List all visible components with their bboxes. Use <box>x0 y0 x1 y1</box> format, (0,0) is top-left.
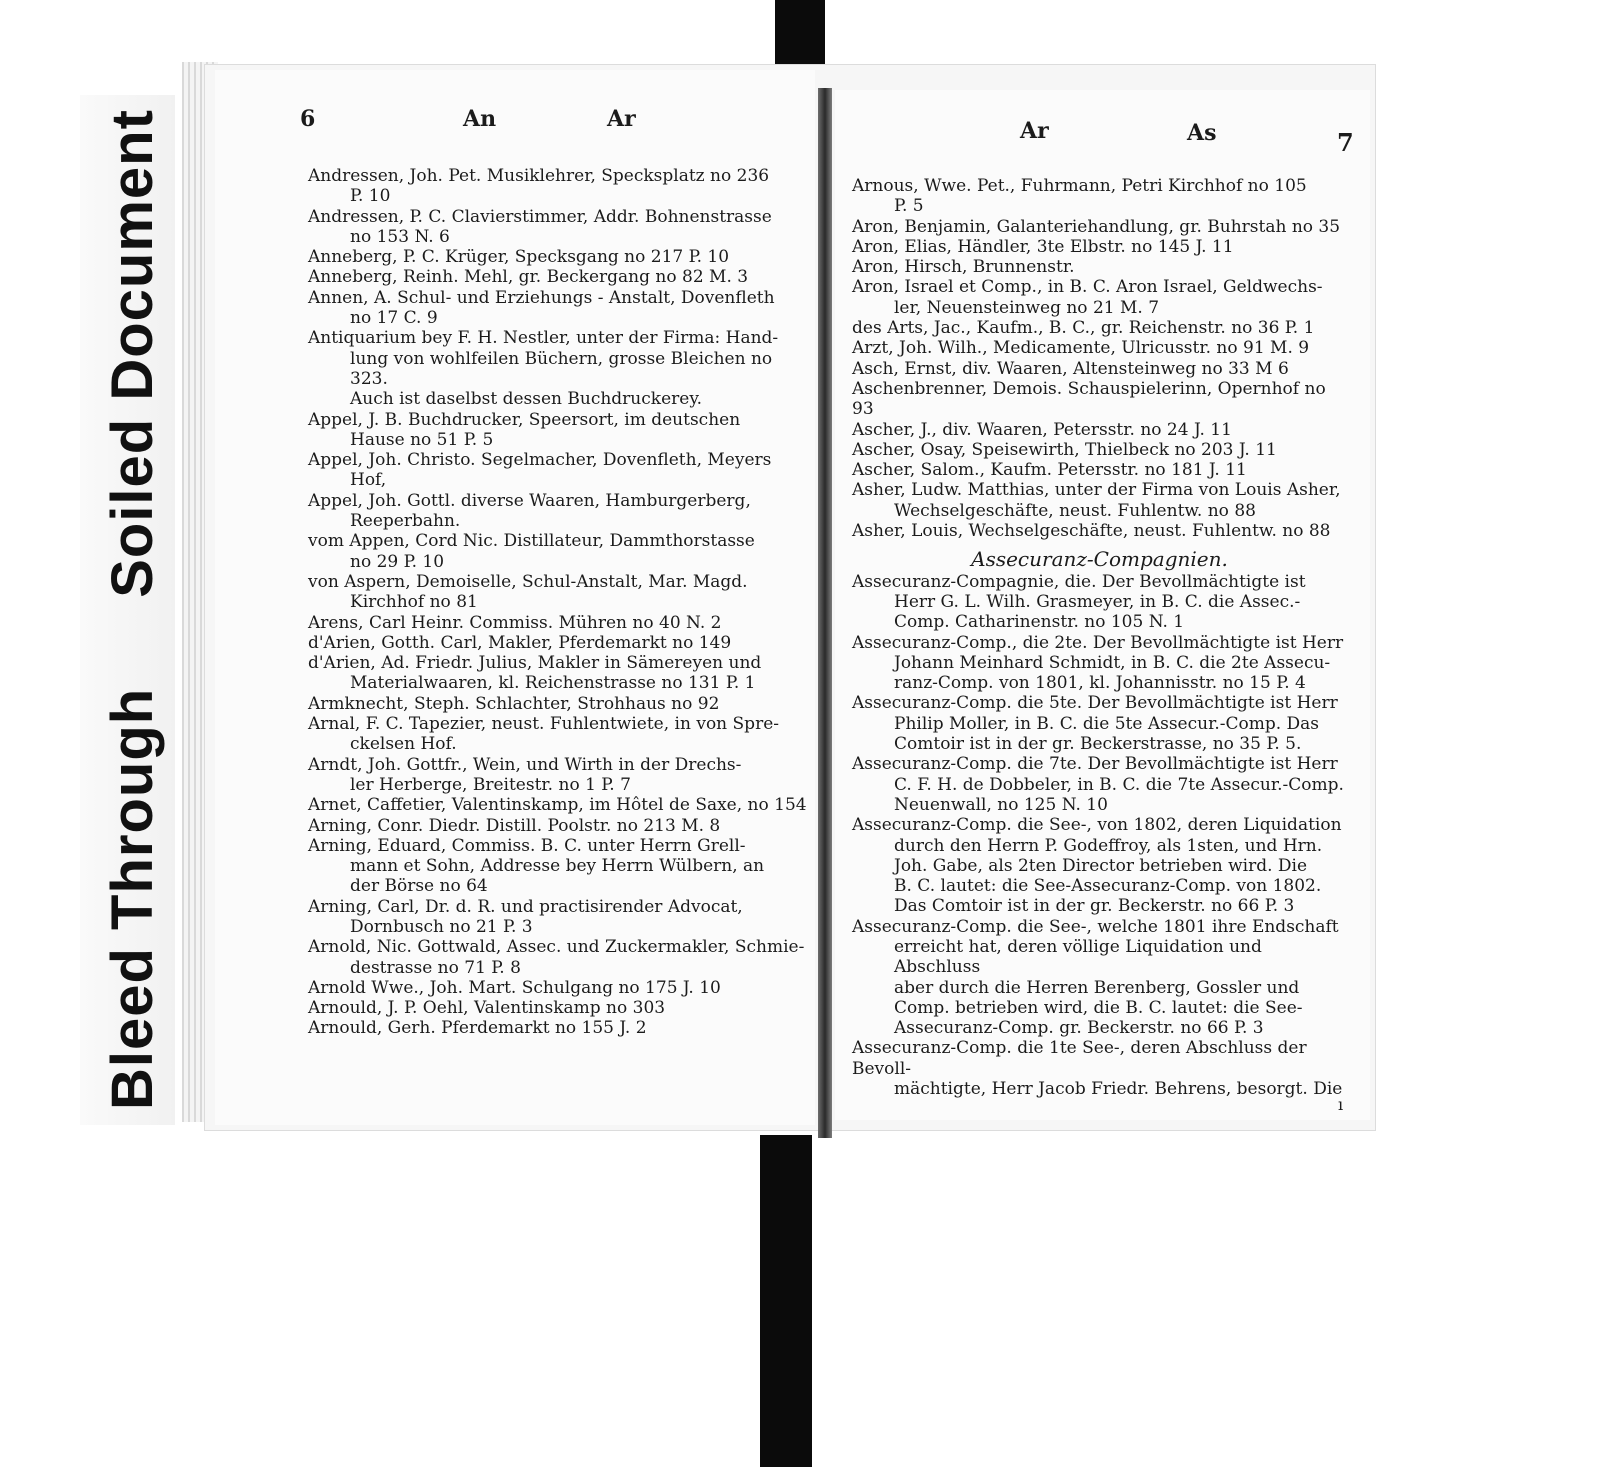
entry-line: Annen, A. Schul- und Erziehungs - Anstalt, Dovenfleth <box>308 287 775 308</box>
entry-continuation-line: destrasse no 71 P. 8 <box>350 957 521 978</box>
directory-entry <box>852 176 1347 217</box>
entry-line: Arnold, Nic. Gottwald, Assec. und Zuckermakler, Schmie- <box>308 937 805 958</box>
directory-entry <box>308 328 808 409</box>
entry-line: Aron, Israel et Comp., in B. C. Aron Israel, Geldwechs- <box>852 277 1323 298</box>
directory-entry <box>852 633 1347 694</box>
entry-continuation-line: aber durch die Herren Berenberg, Gossler und <box>894 977 1300 998</box>
entry-line: Aron, Benjamin, Galanteriehandlung, gr. Buhrstah no 35 <box>852 216 1341 237</box>
entry-continuation-line: Assecuranz-Comp. gr. Beckerstr. no 66 P. 3 <box>894 1018 1264 1039</box>
entry-line: Anneberg, P. C. Krüger, Specksgang no 217 P. 10 <box>308 247 730 268</box>
entry-continuation-line: Auch ist daselbst dessen Buchdruckerey. <box>350 389 703 410</box>
entry-line: Aron, Elias, Händler, 3te Elbstr. no 145 J. 11 <box>852 236 1234 257</box>
directory-entry <box>308 207 808 248</box>
entry-line: Antiquarium bey F. H. Nestler, unter der Firma: Hand- <box>308 328 779 349</box>
entry-line: Arens, Carl Heinr. Commiss. Mühren no 40 N. 2 <box>308 612 722 633</box>
directory-entry <box>852 217 1347 237</box>
directory-entry <box>852 277 1347 318</box>
left-page-number: 6 <box>300 106 316 132</box>
directory-entry <box>852 460 1347 480</box>
directory-entry <box>308 714 808 755</box>
right-header-left: Ar <box>1020 118 1049 144</box>
entry-line: Arnould, J. P. Oehl, Valentinskamp no 303 <box>308 998 666 1019</box>
entry-line: Andressen, Joh. Pet. Musiklehrer, Specksplatz no 236 <box>308 166 770 186</box>
directory-entry <box>852 257 1347 277</box>
entry-continuation-line: Materialwaaren, kl. Reichenstrasse no 131 P. 1 <box>350 673 756 694</box>
entry-continuation-line: Das Comtoir ist in der gr. Beckerstr. no 66 P. 3 <box>894 896 1295 917</box>
directory-entry <box>852 693 1347 754</box>
entry-continuation-line: Johann Meinhard Schmidt, in B. C. die 2te Assecu- <box>894 652 1331 673</box>
entry-line: Arnal, F. C. Tapezier, neust. Fuhlentwiete, in von Spre- <box>308 714 779 735</box>
page-mark: ı <box>1338 1095 1344 1114</box>
directory-entry <box>852 480 1347 521</box>
entry-continuation-line: durch den Herrn P. Godeffroy, als 1sten, und Hrn. <box>894 835 1323 856</box>
entry-continuation-line: P. 10 <box>350 186 391 207</box>
entry-line: Ascher, Osay, Speisewirth, Thielbeck no 203 J. 11 <box>852 439 1277 460</box>
entry-line: Andressen, P. C. Clavierstimmer, Addr. Bohnenstrasse <box>308 206 772 227</box>
entry-line: vom Appen, Cord Nic. Distillateur, Dammthorstasse <box>308 531 755 552</box>
directory-entry <box>308 978 808 998</box>
left-header-left: An <box>463 106 497 132</box>
entry-line: Appel, Joh. Gottl. diverse Waaren, Hamburgerberg, <box>308 490 751 511</box>
entry-line: Arnet, Caffetier, Valentinskamp, im Hôtel de Saxe, no 154 <box>308 795 807 816</box>
entry-line: Arzt, Joh. Wilh., Medicamente, Ulricusstr. no 91 M. 9 <box>852 338 1310 359</box>
directory-entry <box>852 359 1347 379</box>
side-label-soiled-document: Soiled Document <box>100 109 165 598</box>
entry-line: Assecuranz-Comp. die See-, von 1802, deren Liquidation <box>852 815 1342 836</box>
directory-entry <box>852 754 1347 815</box>
directory-entry <box>308 937 808 978</box>
directory-entry <box>308 836 808 897</box>
directory-entry <box>852 237 1347 257</box>
entry-line: Arning, Carl, Dr. d. R. und practisirender Advocat, <box>308 896 743 917</box>
directory-entry <box>308 816 808 836</box>
directory-entry <box>852 420 1347 440</box>
directory-entry <box>308 653 808 694</box>
entry-line: Arnould, Gerh. Pferdemarkt no 155 J. 2 <box>308 1018 647 1039</box>
entry-line: Appel, Joh. Christo. Segelmacher, Dovenfleth, Meyers <box>308 450 772 471</box>
entry-continuation-line: ckelsen Hof. <box>350 734 457 755</box>
entry-line: Assecuranz-Comp. die 5te. Der Bevollmächtigte ist Herr <box>852 693 1338 714</box>
entry-line: Arnous, Wwe. Pet., Fuhrmann, Petri Kirchhof no 105 <box>852 176 1307 196</box>
directory-entry <box>308 694 808 714</box>
film-strap-bottom <box>760 1135 812 1467</box>
right-header-right: As <box>1187 120 1217 146</box>
entry-continuation-line: no 153 N. 6 <box>350 226 450 247</box>
entry-line: des Arts, Jac., Kaufm., B. C., gr. Reichenstr. no 36 P. 1 <box>852 318 1315 339</box>
entry-line: Arning, Eduard, Commiss. B. C. unter Herrn Grell- <box>308 835 746 856</box>
entry-line: Assecuranz-Comp. die 1te See-, deren Abschluss der Bevoll- <box>852 1038 1307 1079</box>
entry-continuation-line: der Börse no 64 <box>350 876 488 897</box>
entry-continuation-line: mann et Sohn, Addresse bey Herrn Wülbern, an <box>350 856 765 877</box>
entry-continuation-line: lung von wohlfeilen Büchern, grosse Bleichen no 323. <box>350 348 773 389</box>
entry-line: Asch, Ernst, div. Waaren, Altensteinweg no 33 M 6 <box>852 358 1289 379</box>
directory-entry <box>852 440 1347 460</box>
directory-entry <box>308 755 808 796</box>
entry-continuation-line: Dornbusch no 21 P. 3 <box>350 916 533 937</box>
directory-entry <box>852 521 1347 541</box>
entry-continuation-line: no 17 C. 9 <box>350 308 438 329</box>
entry-continuation-line: Comtoir ist in der gr. Beckerstrasse, no 35 P. 5. <box>894 734 1302 755</box>
entry-line: Ascher, Salom., Kaufm. Petersstr. no 181 J. 11 <box>852 460 1247 481</box>
directory-entry <box>852 338 1347 358</box>
directory-entry <box>308 897 808 938</box>
directory-entry <box>308 572 808 613</box>
directory-entry <box>308 531 808 572</box>
entry-line: Anneberg, Reinh. Mehl, gr. Beckergang no 82 M. 3 <box>308 267 749 288</box>
entry-line: d'Arien, Ad. Friedr. Julius, Makler in Sämereyen und <box>308 653 762 674</box>
left-directory-entries <box>308 166 808 1039</box>
entry-line: Armknecht, Steph. Schlachter, Strohhaus no 92 <box>308 693 720 714</box>
entry-line: Assecuranz-Comp. die See-, welche 1801 ihre Endschaft <box>852 916 1339 937</box>
entry-continuation-line: ranz-Comp. von 1801, kl. Johannisstr. no 15 P. 4 <box>894 673 1306 694</box>
entry-continuation-line: P. 5 <box>894 196 924 217</box>
entry-continuation-line: C. F. H. de Dobbeler, in B. C. die 7te Assecur.-Comp. <box>894 774 1344 795</box>
directory-entry <box>852 572 1347 633</box>
entry-continuation-line: Reeperbahn. <box>350 511 461 532</box>
directory-entry <box>308 247 808 267</box>
book-gutter <box>818 88 832 1138</box>
entry-line: Appel, J. B. Buchdrucker, Speersort, im deutschen <box>308 409 741 430</box>
entry-continuation-line: no 29 P. 10 <box>350 551 445 572</box>
directory-entry <box>308 633 808 653</box>
entry-line: d'Arien, Gotth. Carl, Makler, Pferdemarkt no 149 <box>308 632 732 653</box>
right-directory-entries <box>852 176 1347 1099</box>
directory-entry <box>852 318 1347 338</box>
entry-continuation-line: Hof, <box>350 470 387 491</box>
directory-entry <box>852 379 1347 420</box>
entry-continuation-line: mächtigte, Herr Jacob Friedr. Behrens, besorgt. Die <box>894 1079 1343 1100</box>
entry-line: Assecuranz-Comp., die 2te. Der Bevollmächtigte ist Herr <box>852 632 1344 653</box>
directory-entry <box>852 1038 1347 1099</box>
directory-entry <box>852 815 1347 916</box>
entry-line: Aron, Hirsch, Brunnenstr. <box>852 257 1075 278</box>
right-page-number: 7 <box>1337 128 1354 157</box>
entry-line: Arnold Wwe., Joh. Mart. Schulgang no 175 J. 10 <box>308 977 721 998</box>
entry-line: Assecuranz-Comp. die 7te. Der Bevollmächtigte ist Herr <box>852 754 1338 775</box>
entry-line: Ascher, J., div. Waaren, Petersstr. no 24 J. 11 <box>852 419 1232 440</box>
entry-continuation-line: Comp. Catharinenstr. no 105 N. 1 <box>894 612 1185 633</box>
entry-line: Arndt, Joh. Gottfr., Wein, und Wirth in der Drechs- <box>308 754 742 775</box>
directory-entry <box>308 795 808 815</box>
directory-entry <box>308 410 808 451</box>
entry-continuation-line: Comp. betrieben wird, die B. C. lautet: die See- <box>894 997 1303 1018</box>
entry-continuation-line: Joh. Gabe, als 2ten Director betrieben wird. Die <box>894 855 1308 876</box>
entry-line: Asher, Ludw. Matthias, unter der Firma von Louis Asher, <box>852 480 1341 501</box>
directory-entry <box>308 613 808 633</box>
directory-entry <box>308 267 808 287</box>
entry-continuation-line: Herr G. L. Wilh. Grasmeyer, in B. C. die Assec.- <box>894 591 1301 612</box>
directory-entry <box>308 491 808 532</box>
entry-line: Asher, Louis, Wechselgeschäfte, neust. Fuhlentw. no 88 <box>852 521 1331 542</box>
section-title: Assecuranz-Compagnien. <box>971 547 1228 572</box>
side-label <box>98 100 168 1110</box>
entry-continuation-line: Hause no 51 P. 5 <box>350 429 494 450</box>
entry-continuation-line: erreicht hat, deren völlige Liquidation und Abschluss <box>894 936 1262 978</box>
directory-entry <box>308 998 808 1018</box>
entry-continuation-line: ler, Neuensteinweg no 21 M. 7 <box>894 297 1160 318</box>
directory-entry <box>308 450 808 491</box>
directory-entry <box>852 917 1347 1039</box>
entry-continuation-line: B. C. lautet: die See-Assecuranz-Comp. von 1802. <box>894 876 1322 897</box>
directory-entry <box>308 288 808 329</box>
entry-continuation-line: Neuenwall, no 125 N. 10 <box>894 794 1108 815</box>
side-label-bleed-through: Bleed Through <box>100 687 165 1110</box>
entry-line: Aschenbrenner, Demois. Schauspielerinn, Opernhof no 93 <box>852 378 1326 420</box>
entry-continuation-line: Wechselgeschäfte, neust. Fuhlentw. no 88 <box>894 500 1256 521</box>
entry-continuation-line: Philip Moller, in B. C. die 5te Assecur.-Comp. Das <box>894 713 1320 734</box>
entry-line: von Aspern, Demoiselle, Schul-Anstalt, Mar. Magd. <box>308 571 748 592</box>
left-header-right: Ar <box>607 106 636 132</box>
entry-line: Arning, Conr. Diedr. Distill. Poolstr. no 213 M. 8 <box>308 815 721 836</box>
directory-entry <box>308 1018 808 1038</box>
directory-entry <box>308 166 808 207</box>
entry-line: Assecuranz-Compagnie, die. Der Bevollmächtigte ist <box>852 571 1306 592</box>
entry-continuation-line: Kirchhof no 81 <box>350 592 478 613</box>
entry-continuation-line: ler Herberge, Breitestr. no 1 P. 7 <box>350 774 631 795</box>
